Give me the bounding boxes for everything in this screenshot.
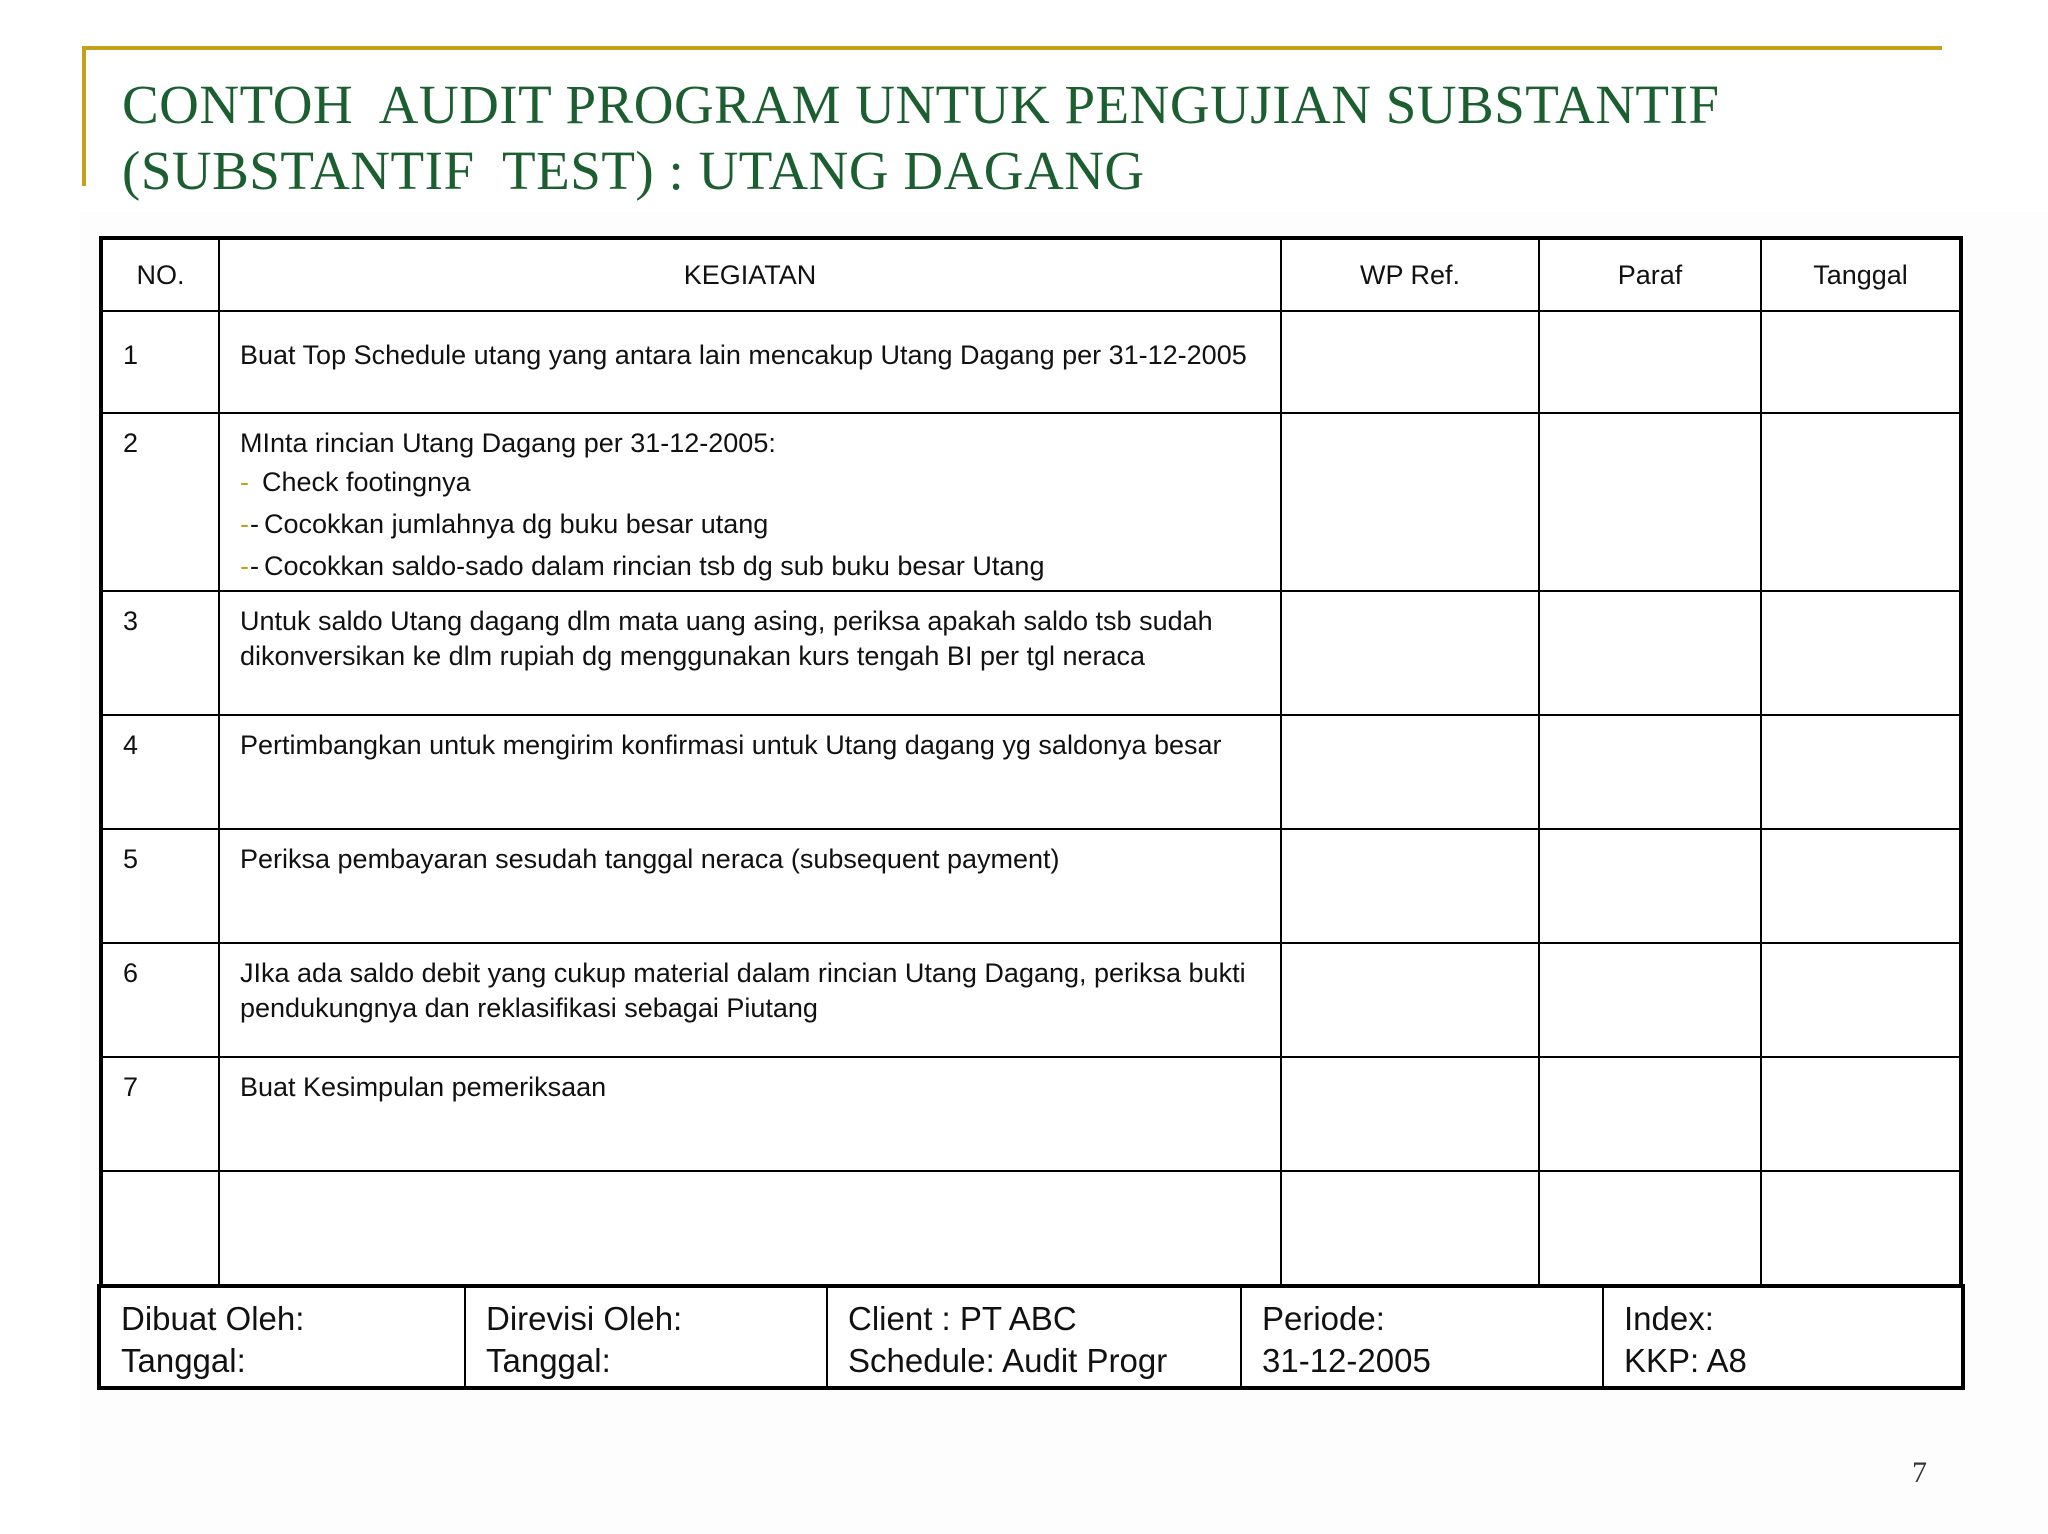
- row-activity: Buat Top Schedule utang yang antara lain mencakup Utang Dagang per 31-12-2005: [219, 311, 1281, 413]
- client-cell: [827, 1286, 1241, 1388]
- tanggal-cell[interactable]: [1761, 829, 1961, 943]
- tanggal-cell[interactable]: [1761, 311, 1961, 413]
- wp-ref-cell[interactable]: [1281, 311, 1539, 413]
- row-number: 5: [101, 829, 219, 943]
- sub-item-text: Cocokkan jumlahnya dg buku besar utang: [264, 509, 769, 539]
- table-row-empty: [101, 1171, 1961, 1287]
- tanggal-cell[interactable]: [1761, 943, 1961, 1057]
- empty-cell[interactable]: [1761, 1171, 1961, 1287]
- prepared-by-cell: [99, 1286, 465, 1388]
- row-number: 1: [101, 311, 219, 413]
- table-row: [101, 715, 1961, 829]
- row-activity: [219, 413, 1281, 591]
- dash-icon: -: [250, 551, 259, 581]
- revised-date-label: Tanggal:: [486, 1342, 611, 1379]
- activity-intro: MInta rincian Utang Dagang per 31-12-2005:: [240, 428, 776, 458]
- header-no: NO.: [101, 238, 219, 311]
- empty-cell[interactable]: [1281, 1171, 1539, 1287]
- paraf-cell[interactable]: [1539, 1057, 1761, 1171]
- table-row: [101, 591, 1961, 715]
- signature-table: [97, 1284, 1965, 1390]
- wp-ref-cell[interactable]: [1281, 715, 1539, 829]
- paraf-cell[interactable]: [1539, 715, 1761, 829]
- client-label: Client : PT ABC: [848, 1300, 1077, 1337]
- dash-bullet-icon: -: [240, 509, 249, 539]
- schedule-label: Schedule: Audit Progr: [848, 1342, 1168, 1379]
- title-line-2: (SUBSTANTIF TEST) : UTANG DAGANG: [122, 140, 1145, 201]
- index-cell: [1603, 1286, 1963, 1388]
- row-activity: Buat Kesimpulan pemeriksaan: [219, 1057, 1281, 1171]
- sub-item-text: Check footingnya: [262, 467, 471, 497]
- row-activity: Untuk saldo Utang dagang dlm mata uang asing, periksa apakah saldo tsb sudah dikonversikan ke dlm rupiah dg menggunakan kurs tengah BI per tgl neraca: [219, 591, 1281, 715]
- empty-cell[interactable]: [1539, 1171, 1761, 1287]
- sub-item: [240, 461, 1260, 503]
- revised-by-cell: [465, 1286, 827, 1388]
- table-row: [101, 311, 1961, 413]
- paraf-cell[interactable]: [1539, 591, 1761, 715]
- accent-line-left: [82, 46, 86, 186]
- title-line-1: CONTOH AUDIT PROGRAM UNTUK PENGUJIAN SUBSTANTIF: [122, 74, 1720, 135]
- sub-item-text: Cocokkan saldo-sado dalam rincian tsb dg sub buku besar Utang: [264, 551, 1045, 581]
- sub-item: [240, 503, 1260, 545]
- table-row: [101, 413, 1961, 591]
- table-header-row: [101, 238, 1961, 311]
- paraf-cell[interactable]: [1539, 311, 1761, 413]
- wp-ref-cell[interactable]: [1281, 591, 1539, 715]
- period-value: 31-12-2005: [1262, 1342, 1431, 1379]
- index-label: Index:: [1624, 1300, 1714, 1337]
- paraf-cell[interactable]: [1539, 413, 1761, 591]
- dash-bullet-icon: -: [240, 551, 249, 581]
- paraf-cell[interactable]: [1539, 829, 1761, 943]
- page-number: 7: [1912, 1456, 1927, 1489]
- wp-ref-cell[interactable]: [1281, 829, 1539, 943]
- header-wp-ref: WP Ref.: [1281, 238, 1539, 311]
- paraf-cell[interactable]: [1539, 943, 1761, 1057]
- row-number: 2: [101, 413, 219, 591]
- row-number: 4: [101, 715, 219, 829]
- period-label: Periode:: [1262, 1300, 1385, 1337]
- dash-bullet-icon: -: [240, 467, 249, 497]
- accent-line-top: [82, 46, 1942, 50]
- slide-title: [122, 72, 1942, 204]
- header-tanggal: Tanggal: [1761, 238, 1961, 311]
- header-paraf: Paraf: [1539, 238, 1761, 311]
- sub-item: [240, 545, 1260, 587]
- dash-icon: -: [250, 509, 259, 539]
- table-row: [101, 943, 1961, 1057]
- kkp-value: KKP: A8: [1624, 1342, 1747, 1379]
- wp-ref-cell[interactable]: [1281, 413, 1539, 591]
- tanggal-cell[interactable]: [1761, 715, 1961, 829]
- row-activity: Pertimbangkan untuk mengirim konfirmasi untuk Utang dagang yg saldonya besar: [219, 715, 1281, 829]
- row-activity: JIka ada saldo debit yang cukup material dalam rincian Utang Dagang, periksa bukti pendukungnya dan reklasifikasi sebagai Piutang: [219, 943, 1281, 1057]
- table-row: [101, 829, 1961, 943]
- wp-ref-cell[interactable]: [1281, 1057, 1539, 1171]
- wp-ref-cell[interactable]: [1281, 943, 1539, 1057]
- tanggal-cell[interactable]: [1761, 591, 1961, 715]
- row-number: 6: [101, 943, 219, 1057]
- row-activity: Periksa pembayaran sesudah tanggal neraca (subsequent payment): [219, 829, 1281, 943]
- audit-program-table: [99, 236, 1963, 1289]
- tanggal-cell[interactable]: [1761, 413, 1961, 591]
- table-row: [101, 1057, 1961, 1171]
- revised-by-label: Direvisi Oleh:: [486, 1300, 683, 1337]
- prepared-by-label: Dibuat Oleh:: [121, 1300, 305, 1337]
- prepared-date-label: Tanggal:: [121, 1342, 246, 1379]
- row-number: 7: [101, 1057, 219, 1171]
- tanggal-cell[interactable]: [1761, 1057, 1961, 1171]
- empty-cell[interactable]: [219, 1171, 1281, 1287]
- period-cell: [1241, 1286, 1603, 1388]
- header-kegiatan: KEGIATAN: [219, 238, 1281, 311]
- row-number: 3: [101, 591, 219, 715]
- empty-cell[interactable]: [101, 1171, 219, 1287]
